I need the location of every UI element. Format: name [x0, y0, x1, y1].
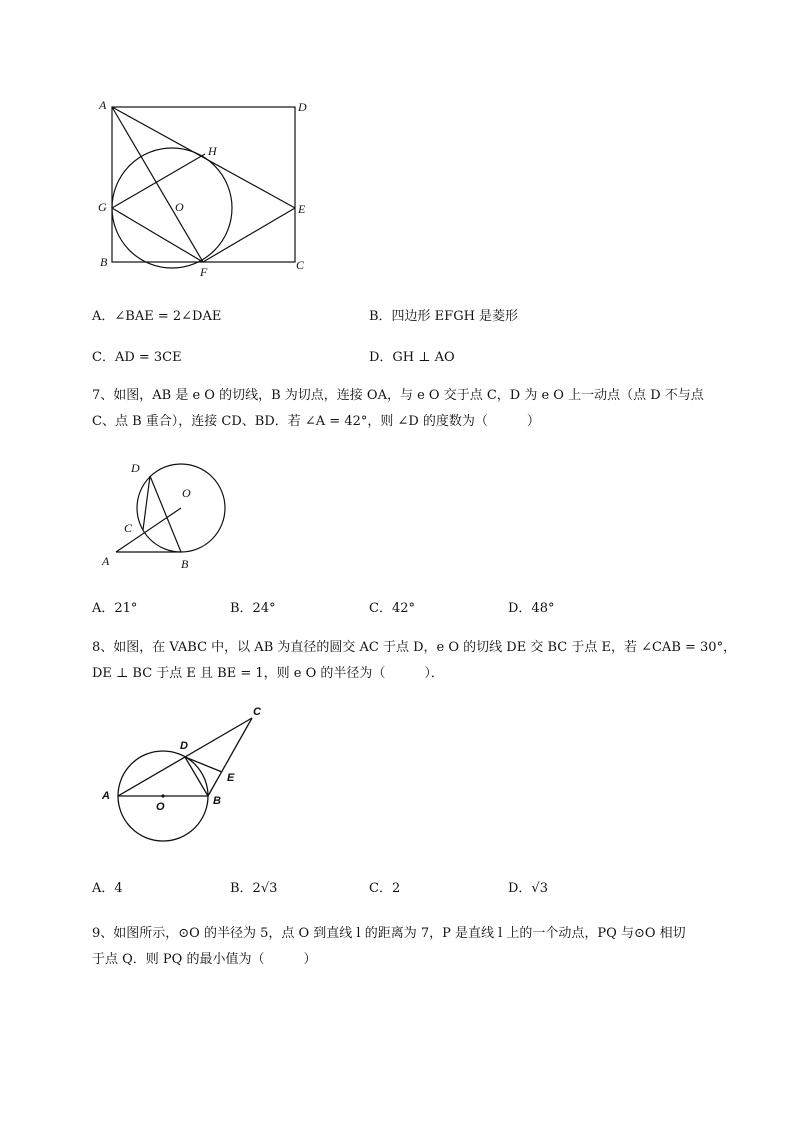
q7-option-c: C．42°: [369, 601, 415, 616]
q8-option-c: C．2: [369, 881, 401, 896]
label-o: O: [175, 200, 184, 214]
q6-option-c: C．AD = 3CE: [92, 350, 182, 365]
segment-de: [185, 757, 222, 772]
q8-text-line1: 8、如图，在 VABC 中，以 AB 为直径的圆交 AC 于点 D，e O 的切线 DE 交 BC 于点 E，若 ∠CAB = 30°，: [92, 640, 737, 655]
q9-text-line2: 于点 Q．则 PQ 的最小值为（ ）: [92, 952, 317, 967]
segment-bc: [208, 718, 252, 796]
segment-db: [185, 757, 208, 796]
label-c: C: [124, 521, 133, 535]
q7-option-b: B．24°: [230, 601, 276, 616]
q8-option-d: D．√3: [508, 881, 548, 896]
label-a: A: [102, 554, 110, 568]
q8-text-line2: DE ⊥ BC 于点 E 且 BE = 1，则 e O 的半径为（ ）．: [92, 666, 444, 681]
label-a: A: [102, 790, 110, 802]
q8-option-a: A．4: [92, 881, 123, 896]
label-o: O: [182, 486, 191, 500]
label-e: E: [298, 202, 306, 216]
label-c: C: [296, 258, 305, 272]
q9-text-line1: 9、如图所示，⊙O 的半径为 5，点 O 到直线 l 的距离为 7，P 是直线 l 上的一个动点，PQ 与⊙O 相切: [92, 926, 686, 941]
q7-text-line2: C、点 B 重合），连接 CD、BD．若 ∠A = 42°，则 ∠D 的度数为（ ）: [92, 414, 540, 429]
label-d: D: [180, 740, 188, 752]
label-g: G: [98, 200, 107, 214]
q7-option-a: A．21°: [92, 601, 138, 616]
label-f: F: [200, 265, 208, 279]
center-point-o: [161, 794, 164, 797]
q6-option-b: B．四边形 EFGH 是菱形: [369, 309, 519, 324]
label-h: H: [208, 144, 217, 158]
label-d: D: [131, 461, 140, 475]
label-b: B: [213, 795, 221, 807]
label-o: O: [156, 801, 165, 813]
label-b: B: [181, 557, 189, 571]
q6-option-d: D．GH ⊥ AO: [369, 350, 455, 365]
label-c: C: [253, 706, 261, 718]
q7-option-d: D．48°: [508, 601, 555, 616]
q8-option-b: B．2√3: [230, 881, 278, 896]
label-a: A: [99, 98, 107, 112]
label-e: E: [227, 772, 235, 784]
label-d: D: [298, 100, 307, 114]
label-b: B: [100, 255, 108, 269]
q6-option-a: A．∠BAE = 2∠DAE: [92, 309, 222, 324]
q7-text-line1: 7、如图，AB 是 e O 的切线，B 为切点，连接 OA，与 e O 交于点 C，D 为 e O 上一动点（点 D 不与点: [92, 388, 704, 403]
